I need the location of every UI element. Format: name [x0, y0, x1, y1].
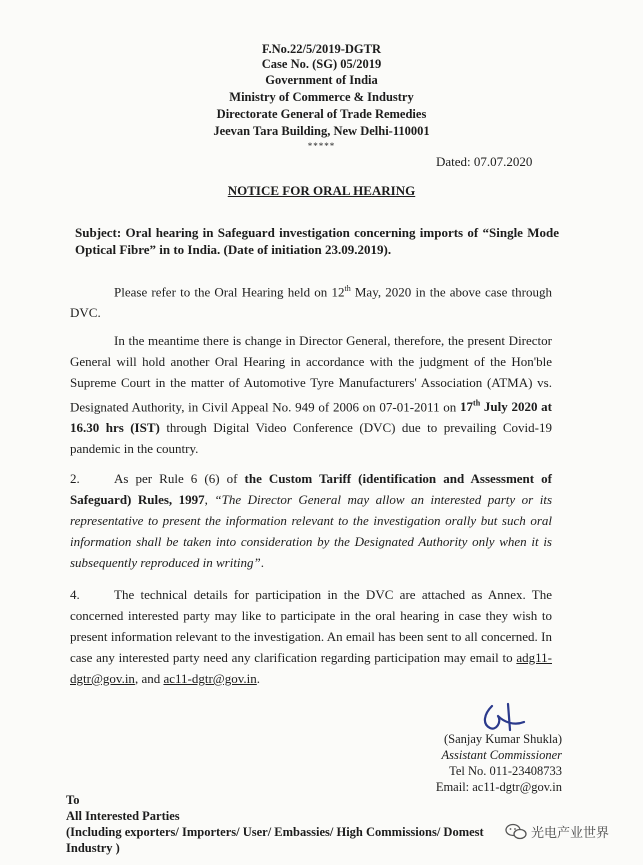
p2-bold-day: 17 — [460, 399, 474, 415]
wechat-icon — [505, 823, 527, 841]
date: Dated: 07.07.2020 — [436, 154, 533, 169]
p2-bold-rest: July 2020 at 16.30 hrs (IST) — [70, 399, 553, 436]
p4-text-c: . — [256, 671, 261, 686]
p1-sup: th — [344, 284, 351, 293]
p3-text-c: . — [260, 555, 265, 570]
watermark — [505, 822, 609, 841]
address: Jeevan Tara Building, New Delhi-110001 — [213, 124, 430, 138]
signatory-email: Email: ac11-dgtr@gov.in — [435, 780, 562, 794]
p2-text-b: through Digital Video Conference (DVC) due to prevailing Covid-19 pandemic in the country. — [70, 420, 553, 457]
p3-text-b: , — [204, 492, 215, 507]
ministry: Ministry of Commerce & Industry — [229, 90, 414, 104]
directorate: Directorate General of Trade Remedies — [216, 107, 427, 121]
notice-title: NOTICE FOR ORAL HEARING — [227, 183, 416, 198]
to-line-2: (Including exporters/ Importers/ User/ Embassies/ High Commissions/ Domest — [66, 825, 484, 839]
file-number: F.No.22/5/2019-DGTR — [262, 42, 381, 56]
paragraph-1 — [70, 278, 552, 323]
p3-number: 2. — [70, 471, 80, 486]
subject: Subject: Oral hearing in Safeguard investigation concerning imports of “Single Mode Optical Fibre” in to India. (Date of initiation 23.09.2019). — [75, 225, 559, 257]
p3-rules-name: the Custom Tariff (identification and Assessment of Safeguard) Rules, 1997 — [70, 471, 552, 507]
p4-text-b: , and — [134, 671, 164, 686]
p3-quote: “The Director General may allow an interested party or its representative to present the information relevant to the investigation orally but such oral information shall be taken into consideration by the Designated Authority only when it is subsequently reproduced in writing” — [70, 492, 552, 570]
to-label: To — [66, 793, 80, 807]
to-line-3: Industry ) — [66, 841, 120, 855]
watermark-text: 光电产业世界 — [531, 826, 610, 841]
separator-stars: ***** — [307, 141, 336, 151]
signatory-designation: Assistant Commissioner — [441, 748, 562, 762]
p1-text-b: May, 2020 in the above case through DVC. — [70, 284, 552, 321]
p1-text-a: Please refer to the Oral Hearing held on 12 — [114, 284, 345, 300]
paragraph-2 — [70, 330, 552, 459]
signatory-tel: Tel No. 011-23408733 — [449, 764, 562, 778]
to-line-1: All Interested Parties — [66, 809, 180, 823]
p2-bold-sup: th — [473, 399, 481, 408]
p3-text-a: As per Rule 6 (6) of — [114, 471, 245, 486]
email-link-adg11[interactable]: adg11-dgtr@gov.in — [70, 650, 552, 686]
case-number: Case No. (SG) 05/2019 — [261, 57, 382, 71]
p4-number: 4. — [70, 587, 80, 602]
signatory-name: (Sanjay Kumar Shukla) — [443, 732, 562, 746]
p2-text-a: In the meantime there is change in Director General, therefore, the present Director General will hold another Oral Hearing in accordance with the judgment of the Hon'ble Supreme Court in the matter of Automotive Tyre Manufacturers' Association (ATMA) vs. Designated Authority, in Civil Appeal No. 949 of 2006 on 07-01-2011 on — [70, 333, 552, 415]
paragraph-3 — [70, 468, 552, 573]
signature-block — [412, 731, 562, 795]
email-link-ac11[interactable]: ac11-dgtr@gov.in — [163, 671, 257, 686]
paragraph-4 — [70, 584, 552, 689]
addressees — [66, 792, 484, 856]
government: Government of India — [265, 73, 378, 87]
p4-text-a: The technical details for participation in the DVC are attached as Annex. The concerned interested party may like to participate in the oral hearing in case they wish to present information relevant to the investigation. An email has been sent to all concerned. In case any interested party need any clarification regarding participation may email to — [70, 587, 552, 665]
